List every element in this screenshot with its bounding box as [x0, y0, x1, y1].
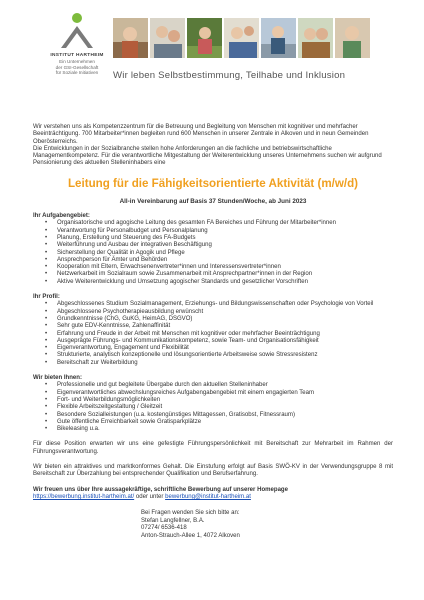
- list-item: • Aktive Weiterentwicklung und Umsetzung agogischer Standards und gesetzlicher Vorschriften: [33, 279, 393, 286]
- homepage-link[interactable]: https://bewerbung.institut-hartheim.at/: [33, 493, 135, 500]
- intro-paragraph-2: Die Entwicklungen in der Sozialbranche stellen hohe Anforderungen an die fachliche und betriebswirtschaftliche Managementkompetenz. Für die verantwortliche Mitgestaltung der Weiterentwicklung unseres Unternehmens suchen wir aufgrund Pensionierung des aktuellen Stelleninhabers eine: [33, 145, 382, 167]
- job-title: Leitung für die Fähigkeitsorientierte Aktivität (m/w/d): [67, 176, 359, 190]
- list-item: • Organisatorische und agogische Leitung des gesamten FA Bereiches und Führung der Mitarbeiter*innen: [33, 220, 393, 227]
- contact-block: [141, 510, 393, 540]
- list-item: • Verantwortung für Personalbudget und Personalplanung: [33, 228, 393, 235]
- photo-3: [187, 18, 222, 58]
- list-item: • Sehr gute EDV-Kenntnisse, Zahlenaffinität: [33, 323, 393, 330]
- list-item: • Grundkenntnisse (ChG, GuKG, HeimAG, DSGVO): [33, 316, 393, 323]
- tasks-list: [33, 220, 393, 286]
- apply-links: [33, 494, 393, 501]
- photo-6: [298, 18, 333, 58]
- offer-heading: Wir bieten Ihnen:: [33, 375, 82, 382]
- list-item: • Flexible Arbeitszeitgestaltung / Gleitzeit: [33, 404, 393, 411]
- apply-or: oder unter: [134, 493, 166, 500]
- photo-5: [261, 18, 296, 58]
- list-item: • Besondere Sozialleistungen (u.a. kostengünstiges Mittagessen, Gratisobst, Fitnessraum): [33, 412, 393, 419]
- list-item: • Weiterführung und Ausbau der integrativen Beschäftigung: [33, 242, 393, 249]
- list-item: • Ansprechperson für Ämter und Behörden: [33, 257, 393, 264]
- list-item: • Eigenverantwortung, Engagement und Flexibilität: [33, 345, 393, 352]
- list-item: • Strukturierte, analytisch konzeptionelle und lösungsorientierte Arbeitsweise sowie Stressresistenz: [33, 352, 393, 359]
- job-subtitle: All-in Vereinbarung auf Basis 37 Stunden/Woche, ab Juni 2023: [119, 197, 307, 205]
- list-item: • Ausgeprägte Führungs- und Kommunikationskompetenz, sowie Team- und Organisationsfähigkeit: [33, 338, 393, 345]
- job-posting: [33, 124, 393, 541]
- list-item: • Eigenverantwortliches abwechslungsreiches Aufgabengabengebiet mit einem engagierten Team: [33, 390, 393, 397]
- list-item: • Kooperation mit Eltern, Erwachsenenvertreter*innen und Interessensvertreter*innen: [33, 264, 393, 271]
- contact-address: Anton-Strauch-Allee 1, 4072 Alkoven: [141, 532, 240, 539]
- list-item: • Fort- und Weiterbildungsmöglichkeiten: [33, 397, 393, 404]
- profile-heading: Ihr Profil:: [33, 294, 60, 301]
- logo: [32, 12, 122, 76]
- list-item: • Sicherstellung der Qualität in Agogik und Pflege: [33, 250, 393, 257]
- contact-intro: Bei Fragen wenden Sie sich bitte an:: [141, 510, 240, 517]
- list-item: • Bereitschaft zur Weiterbildung: [33, 360, 393, 367]
- list-item: • Abgeschlossene Psychotherapieausbildung erwünscht: [33, 309, 393, 316]
- profile-list: [33, 301, 393, 367]
- header: [0, 0, 424, 95]
- logo-icon: [55, 12, 99, 52]
- photo-1: [113, 18, 148, 58]
- list-item: • Netzwerkarbeit im Sozialraum sowie Zusammenarbeit mit Ansprechpartner*innen in der Region: [33, 271, 393, 278]
- photo-7: [335, 18, 370, 58]
- photo-strip: [113, 18, 370, 58]
- apply-text: Wir freuen uns über Ihre aussagekräftige, schriftliche Bewerbung auf unserer Homepage: [33, 486, 288, 493]
- closing-paragraph-2: Wir bieten ein attraktives und marktkonformes Gehalt. Die Einstufung erfolgt auf Basis SWÖ-KV in der Verwendungsgruppe 8 mit Bereitschaft zur Überzahlung bei entsprechender Qualifikation und Berufserfahrung.: [33, 463, 393, 478]
- photo-2: [150, 18, 185, 58]
- list-item: • Erfahrung und Freude in der Arbeit mit Menschen mit kognitiver oder mehrfacher Beeinträchtigung: [33, 331, 393, 338]
- tasks-heading: Ihr Aufgabengebiet:: [33, 213, 90, 220]
- photo-4: [224, 18, 259, 58]
- list-item: • Professionelle und gut begleitete Übergabe durch den aktuellen Stelleninhaber: [33, 382, 393, 389]
- list-item: • Bikeleasing u.a.: [33, 426, 393, 433]
- logo-name: INSTITUT HARTHEIM: [50, 53, 104, 58]
- list-item: • Gute öffentliche Erreichbarkeit sowie Gratisparkplätze: [33, 419, 393, 426]
- list-item: • Planung, Erstellung und Steuerung des FA-Budgets: [33, 235, 393, 242]
- offer-list: [33, 382, 393, 433]
- contact-name: Stefan Langfellner, B.A.: [141, 517, 205, 524]
- contact-phone: 07274/ 6536-418: [141, 525, 187, 532]
- list-item: • Abgeschlossenes Studium Sozialmanagement, Erziehungs- und Bildungswissenschaften oder Psychologie von Vorteil: [33, 301, 393, 308]
- logo-subtitle: Ein Unternehmen der GSI-Gesellschaft für Soziale Initiativen: [55, 59, 99, 76]
- tagline: Wir leben Selbstbestimmung, Teilhabe und Inklusion: [113, 70, 346, 81]
- intro-paragraph-1: Wir verstehen uns als Kompetenzzentrum für die Betreuung und Begleitung von Menschen mit kognitiver und mehrfacher Beeinträchtigung. 700 Mitarbeiter*innen begleiten rund 600 Menschen in unserer Zentrale in Alkoven und in neun Gemeinden Oberösterreichs.: [33, 124, 369, 145]
- email-link[interactable]: bewerbung@institut-hartheim.at: [165, 493, 251, 500]
- closing-paragraph-1: Für diese Position erwarten wir uns eine gefestigte Führungspersönlichkeit mit Bereitschaft zur Mehrarbeit im Rahmen der Führungsverantwortung.: [33, 441, 393, 455]
